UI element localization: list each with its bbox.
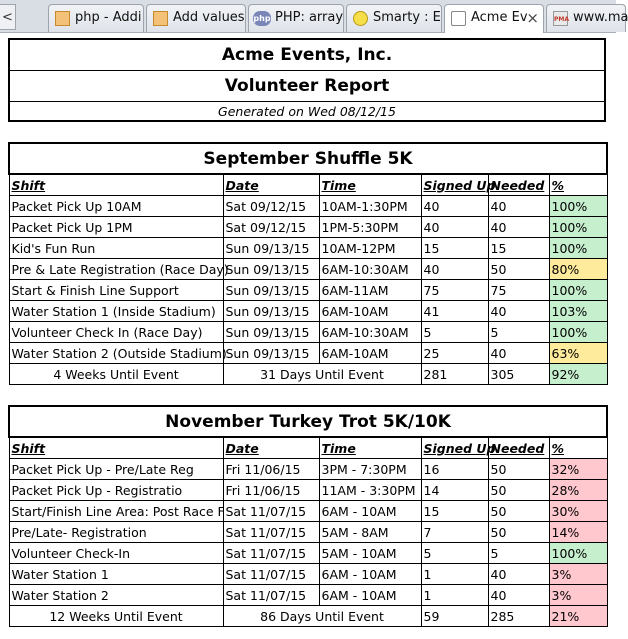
shift-cell: Packet Pick Up 10AM	[9, 196, 223, 217]
percent-cell: 100%	[549, 280, 607, 301]
tab-php-array[interactable]	[248, 4, 344, 32]
total-signed: 59	[421, 606, 488, 627]
time-cell: 6AM - 10AM	[319, 501, 421, 522]
total-percent: 21%	[549, 606, 607, 627]
date-cell: Sun 09/13/15	[223, 343, 319, 364]
report-title: Volunteer Report	[10, 70, 604, 101]
time-cell: 6AM-10:30AM	[319, 259, 421, 280]
time-cell: 6AM - 10AM	[319, 585, 421, 606]
column-header-date: Date	[223, 437, 319, 459]
date-cell: Fri 11/06/15	[223, 480, 319, 501]
signed-cell: 40	[421, 196, 488, 217]
weeks-until-event: 12 Weeks Until Event	[9, 606, 223, 627]
date-cell: Sun 09/13/15	[223, 259, 319, 280]
needed-cell: 40	[488, 564, 549, 585]
company-name: Acme Events, Inc.	[221, 45, 393, 65]
column-header-percent: %	[549, 174, 607, 196]
signed-cell: 75	[421, 280, 488, 301]
date-cell: Sat 11/07/15	[223, 543, 319, 564]
needed-cell: 15	[488, 238, 549, 259]
table-row	[9, 459, 607, 480]
needed-cell: 50	[488, 480, 549, 501]
date-cell: Sat 09/12/15	[223, 217, 319, 238]
needed-cell: 50	[488, 459, 549, 480]
percent-cell: 100%	[549, 196, 607, 217]
percent-cell: 80%	[549, 259, 607, 280]
signed-cell: 1	[421, 564, 488, 585]
shift-cell: Packet Pick Up - Pre/Late Reg	[9, 459, 223, 480]
needed-cell: 50	[488, 522, 549, 543]
column-header-shift: Shift	[9, 437, 223, 459]
percent-cell: 100%	[549, 322, 607, 343]
shift-cell: Kid's Fun Run	[9, 238, 223, 259]
signed-cell: 41	[421, 301, 488, 322]
phpmyadmin-icon: PMA	[553, 11, 568, 26]
needed-cell: 40	[488, 343, 549, 364]
time-cell: 6AM-11AM	[319, 280, 421, 301]
needed-cell: 40	[488, 585, 549, 606]
event-title: September Shuffle 5K	[9, 143, 607, 174]
generated-date: Generated on Wed 08/12/15	[10, 101, 604, 122]
table-row	[9, 343, 607, 364]
needed-cell: 5	[488, 543, 549, 564]
table-row	[9, 259, 607, 280]
signed-cell: 15	[421, 238, 488, 259]
tab-scroll-left-button[interactable]: <	[0, 4, 16, 30]
shift-cell: Water Station 2	[9, 585, 223, 606]
column-header-signed-up: Signed Up	[421, 174, 488, 196]
time-cell: 6AM - 10AM	[319, 564, 421, 585]
percent-cell: 30%	[549, 501, 607, 522]
shift-cell: Volunteer Check In (Race Day)	[9, 322, 223, 343]
shift-cell: Pre/Late- Registration	[9, 522, 223, 543]
close-tab-icon[interactable]: ×	[526, 9, 539, 27]
signed-cell: 15	[421, 501, 488, 522]
tab-label: PHP: array	[275, 10, 344, 25]
days-until-event: 31 Days Until Event	[223, 364, 421, 385]
time-cell: 10AM-12PM	[319, 238, 421, 259]
needed-cell: 5	[488, 322, 549, 343]
time-cell: 10AM-1:30PM	[319, 196, 421, 217]
percent-cell: 3%	[549, 585, 607, 606]
stackoverflow-icon	[153, 11, 168, 26]
date-cell: Sat 11/07/15	[223, 564, 319, 585]
event-title: November Turkey Trot 5K/10K	[9, 406, 607, 437]
total-needed: 285	[488, 606, 549, 627]
table-row	[9, 564, 607, 585]
signed-cell: 14	[421, 480, 488, 501]
date-cell: Fri 11/06/15	[223, 459, 319, 480]
tab-acme-events[interactable]	[444, 4, 544, 33]
needed-cell: 40	[488, 301, 549, 322]
table-row	[9, 301, 607, 322]
shift-cell: Start/Finish Line Area: Post Race F	[9, 501, 223, 522]
tab-label: Smarty : E	[373, 10, 441, 25]
column-header-percent: %	[549, 437, 607, 459]
column-header-shift: Shift	[9, 174, 223, 196]
time-cell: 6AM-10AM	[319, 343, 421, 364]
shift-cell: Start & Finish Line Support	[9, 280, 223, 301]
table-row	[9, 217, 607, 238]
time-cell: 3PM - 7:30PM	[319, 459, 421, 480]
shift-cell: Packet Pick Up 1PM	[9, 217, 223, 238]
needed-cell: 40	[488, 196, 549, 217]
tab-label: Add values	[173, 10, 245, 25]
signed-cell: 7	[421, 522, 488, 543]
table-row	[9, 501, 607, 522]
shift-cell: Pre & Late Registration (Race Day)	[9, 259, 223, 280]
percent-cell: 32%	[549, 459, 607, 480]
needed-cell: 50	[488, 501, 549, 522]
percent-cell: 63%	[549, 343, 607, 364]
table-row	[9, 196, 607, 217]
table-row	[9, 480, 607, 501]
date-cell: Sun 09/13/15	[223, 301, 319, 322]
table-footer-row	[9, 606, 607, 627]
tab-label: www.ma	[573, 10, 628, 25]
signed-cell: 5	[421, 543, 488, 564]
weeks-until-event: 4 Weeks Until Event	[9, 364, 223, 385]
column-header-time: Time	[319, 174, 421, 196]
date-cell: Sat 11/07/15	[223, 585, 319, 606]
percent-cell: 100%	[549, 217, 607, 238]
shift-cell: Volunteer Check-In	[9, 543, 223, 564]
event-table-november	[8, 405, 608, 627]
smarty-icon	[353, 11, 368, 26]
shift-cell: Water Station 2 (Outside Stadium)	[9, 343, 223, 364]
needed-cell: 75	[488, 280, 549, 301]
signed-cell: 25	[421, 343, 488, 364]
percent-cell: 100%	[549, 238, 607, 259]
date-cell: Sun 09/13/15	[223, 280, 319, 301]
shift-cell: Water Station 1	[9, 564, 223, 585]
column-header-signed-up: Signed Up	[421, 437, 488, 459]
tab-label: Acme Ev	[471, 10, 528, 25]
table-row	[9, 585, 607, 606]
event-table-september	[8, 142, 608, 385]
time-cell: 1PM-5:30PM	[319, 217, 421, 238]
tab-add-values[interactable]	[146, 4, 246, 32]
table-row	[9, 322, 607, 343]
time-cell: 11AM - 3:30PM	[319, 480, 421, 501]
report-header	[8, 38, 606, 122]
percent-cell: 103%	[549, 301, 607, 322]
signed-cell: 40	[421, 217, 488, 238]
signed-cell: 5	[421, 322, 488, 343]
column-header-needed: Needed	[488, 174, 549, 196]
time-cell: 5AM - 8AM	[319, 522, 421, 543]
time-cell: 6AM-10:30AM	[319, 322, 421, 343]
date-cell: Sun 09/13/15	[223, 238, 319, 259]
stackoverflow-icon	[55, 11, 70, 26]
total-needed: 305	[488, 364, 549, 385]
percent-cell: 14%	[549, 522, 607, 543]
tab-www-ma[interactable]	[546, 4, 626, 32]
signed-cell: 16	[421, 459, 488, 480]
date-cell: Sat 09/12/15	[223, 196, 319, 217]
php-icon: php	[253, 11, 271, 26]
time-cell: 6AM-10AM	[319, 301, 421, 322]
days-until-event: 86 Days Until Event	[223, 606, 421, 627]
table-row	[9, 543, 607, 564]
date-cell: Sun 09/13/15	[223, 322, 319, 343]
shift-cell: Water Station 1 (Inside Stadium)	[9, 301, 223, 322]
tab-smarty[interactable]	[346, 4, 442, 32]
percent-cell: 100%	[549, 543, 607, 564]
tab-label: php - Addi	[75, 10, 142, 25]
percent-cell: 28%	[549, 480, 607, 501]
table-footer-row	[9, 364, 607, 385]
page-icon	[451, 11, 466, 26]
table-row	[9, 238, 607, 259]
percent-cell: 3%	[549, 564, 607, 585]
table-row	[9, 522, 607, 543]
table-row	[9, 280, 607, 301]
needed-cell: 40	[488, 217, 549, 238]
column-header-date: Date	[223, 174, 319, 196]
signed-cell: 1	[421, 585, 488, 606]
shift-cell: Packet Pick Up - Registratio	[9, 480, 223, 501]
total-percent: 92%	[549, 364, 607, 385]
date-cell: Sat 11/07/15	[223, 522, 319, 543]
column-header-time: Time	[319, 437, 421, 459]
signed-cell: 40	[421, 259, 488, 280]
time-cell: 5AM - 10AM	[319, 543, 421, 564]
total-signed: 281	[421, 364, 488, 385]
column-header-needed: Needed	[488, 437, 549, 459]
date-cell: Sat 11/07/15	[223, 501, 319, 522]
browser-tab-strip	[0, 0, 628, 33]
needed-cell: 50	[488, 259, 549, 280]
tab-php-addi[interactable]	[48, 4, 144, 32]
